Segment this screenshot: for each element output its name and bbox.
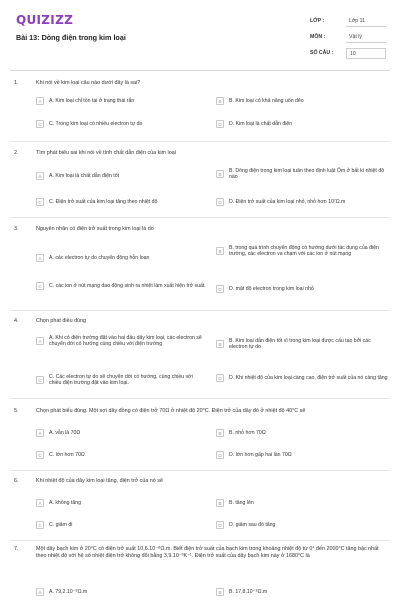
- option-d[interactable]: [216, 120, 388, 128]
- option-c[interactable]: [36, 521, 206, 529]
- option-c[interactable]: [36, 198, 206, 206]
- worksheet-meta: [310, 13, 386, 61]
- question-text: Tìm phát biểu sai khi nói về tính chất dẫn điện của kim loại: [36, 150, 176, 156]
- question-number: 3.: [14, 226, 19, 232]
- option-text: A. 79,2.10⁻⁸Ω.m: [49, 588, 88, 595]
- option-b[interactable]: [216, 588, 388, 596]
- option-text: A. Kim loại là chất dẫn điện tốt: [49, 172, 120, 179]
- meta-value-grade: Lớp 11: [346, 16, 386, 27]
- question-divider: [10, 217, 390, 218]
- option-text: C. lớn hơn 70Ω: [49, 451, 85, 458]
- option-text: D. Kim loại là chất dẫn điện: [229, 120, 293, 127]
- option-text: B. Kim loại có khả năng uốn dẻo: [229, 97, 304, 104]
- option-letter: A: [36, 97, 44, 105]
- option-a[interactable]: [36, 429, 206, 437]
- question-text: Chọn phát điều đúng: [36, 318, 87, 324]
- meta-label: MÔN :: [310, 34, 326, 40]
- meta-label: LỚP :: [310, 18, 325, 24]
- question-number: 4.: [14, 318, 19, 324]
- question-text: Chọn phát biểu đúng. Một sợi dây đồng có điện trở 70Ω ở nhiệt độ 20°C. Điện trở của dây đó ở nhiệt độ 40°C sẽ: [36, 408, 306, 414]
- meta-row-count: [310, 45, 386, 61]
- option-text: C. Trong kim loại có nhiều electron tự do: [49, 120, 143, 127]
- option-a[interactable]: [36, 588, 206, 596]
- meta-label: SỐ CÂU :: [310, 50, 334, 56]
- option-text: B. tăng lên: [229, 499, 254, 506]
- option-letter: A: [36, 254, 44, 262]
- option-letter: B: [216, 97, 224, 105]
- question-divider: [10, 470, 390, 471]
- header-divider: [10, 70, 390, 71]
- option-c[interactable]: [36, 282, 206, 290]
- meta-value-subject: Vật lý: [346, 32, 386, 43]
- option-d[interactable]: [216, 451, 388, 459]
- question-number: 1.: [14, 80, 19, 86]
- option-text: A. các electron tự do chuyển động hỗn loạn: [49, 254, 150, 261]
- meta-row-subject: [310, 29, 386, 45]
- option-letter: D: [216, 198, 224, 206]
- option-text: B. Kim loại dẫn điện tốt vì trong kim loại được cấu tạo bởi các electron tự do: [229, 338, 371, 351]
- question-text: Khi nhiệt độ của dây kim loại tăng, điện trở của nó sẽ: [36, 478, 163, 484]
- option-text: A. Khi có điện trường đặt vào hai đầu dây kim loại, các electron sẽ chuyển dời có hướng cùng chiều với điện trường: [49, 335, 202, 348]
- option-text: B. 17,8.10⁻⁸Ω.m: [229, 588, 268, 595]
- question-number: 5.: [14, 408, 19, 414]
- option-text: B. Dòng điện trong kim loại tuân theo định luật Ôm ở bất kì nhiệt độ nào: [229, 168, 385, 181]
- question-number: 7.: [14, 546, 19, 552]
- option-c[interactable]: [36, 451, 206, 459]
- option-text: D. Khi nhiệt độ của kim loại càng cao, điện trở suất của nó càng tăng: [229, 374, 388, 381]
- option-text: B. nhỏ hơn 70Ω: [229, 429, 266, 436]
- option-b[interactable]: [216, 338, 388, 351]
- option-text: C. giảm đi: [49, 521, 73, 528]
- option-text: D. lớn hơn gấp hai lần 70Ω: [229, 451, 292, 458]
- option-d[interactable]: [216, 285, 388, 293]
- question-number: 6.: [14, 478, 19, 484]
- option-a[interactable]: [36, 97, 206, 105]
- option-letter: A: [36, 337, 44, 345]
- option-letter: C: [36, 451, 44, 459]
- question-divider: [10, 398, 390, 399]
- option-letter: A: [36, 499, 44, 507]
- option-letter: C: [36, 120, 44, 128]
- option-text: A. vẫn là 70Ω: [49, 429, 81, 436]
- option-b[interactable]: [216, 429, 388, 437]
- option-text: A. không tăng: [49, 499, 82, 506]
- option-letter: A: [36, 429, 44, 437]
- option-b[interactable]: [216, 499, 388, 507]
- option-letter: D: [216, 451, 224, 459]
- option-d[interactable]: [216, 374, 388, 382]
- option-c[interactable]: [36, 374, 206, 387]
- option-a[interactable]: [36, 172, 206, 180]
- option-letter: B: [216, 588, 224, 596]
- option-letter: A: [36, 588, 44, 596]
- option-letter: C: [36, 521, 44, 529]
- option-b[interactable]: [216, 245, 388, 258]
- meta-value-count: 10: [346, 48, 386, 59]
- question-text: Một dây bạch kim ở 20°C có điện trở suất 10,6.10⁻⁸Ω.m. Biết điện trở suất của bạch kim trong khoảng nhiệt độ từ 0° đến 2000°C tăng bậc nhất theo nhiệt độ với hệ số nhiệt điện trở không đổi bằng 3,9.10⁻³K⁻¹. Điện trở suất của dây bạch kim này ở 1680°C là: [36, 546, 379, 559]
- worksheet-header: [0, 0, 400, 66]
- question-divider: [10, 540, 390, 541]
- question-divider: [10, 310, 390, 311]
- option-b[interactable]: [216, 168, 388, 181]
- option-letter: B: [216, 247, 224, 255]
- option-text: D. Điện trở suất của kim loại nhỏ, nhỏ hơn 10⁷Ω.m: [229, 198, 346, 205]
- option-d[interactable]: [216, 521, 388, 529]
- option-letter: B: [216, 499, 224, 507]
- option-letter: A: [36, 172, 44, 180]
- option-a[interactable]: [36, 499, 206, 507]
- question-text: Nguyên nhân có điện trở suất trong kim loại là do: [36, 226, 154, 232]
- option-text: D. giảm sau đó tăng: [229, 521, 276, 528]
- option-text: D. mật độ electron trong kim loại nhỏ: [229, 285, 314, 292]
- meta-row-grade: [310, 13, 386, 29]
- option-d[interactable]: [216, 198, 388, 206]
- option-text: B. trong quá trình chuyển động có hướng dưới tác dụng của điện trường, các electron va chạm với các ion ở nút mạng: [229, 245, 379, 258]
- option-letter: D: [216, 285, 224, 293]
- option-text: C. các ion ở nút mạng dao động sinh ra nhiệt làm xuất hiện trở suất.: [49, 282, 206, 289]
- question-number: 2.: [14, 150, 19, 156]
- quizizz-logo: QUIZIZZ: [16, 13, 74, 27]
- option-letter: D: [216, 120, 224, 128]
- option-b[interactable]: [216, 97, 388, 105]
- question-text: Khi nói về kim loại câu nào dưới đây là sai?: [36, 80, 141, 86]
- option-text: C. Điện trở suất của kim loại tăng theo nhiệt độ: [49, 198, 158, 205]
- option-letter: B: [216, 170, 224, 178]
- option-c[interactable]: [36, 120, 206, 128]
- option-a[interactable]: [36, 335, 206, 348]
- option-a[interactable]: [36, 254, 206, 262]
- worksheet-title: Bài 13: Dòng điện trong kim loại: [16, 33, 126, 42]
- option-letter: D: [216, 521, 224, 529]
- option-letter: C: [36, 282, 44, 290]
- option-letter: B: [216, 340, 224, 348]
- option-text: A. Kim loại chỉ tồn tại ở trạng thái rắn: [49, 97, 135, 104]
- option-letter: B: [216, 429, 224, 437]
- option-letter: C: [36, 376, 44, 384]
- option-text: C. Các electron tự do sẽ chuyển dời có hướng, cùng chiều với chiều điện trường đặt vào kim loại.: [49, 374, 193, 387]
- option-letter: C: [36, 198, 44, 206]
- option-letter: D: [216, 374, 224, 382]
- question-divider: [10, 141, 390, 142]
